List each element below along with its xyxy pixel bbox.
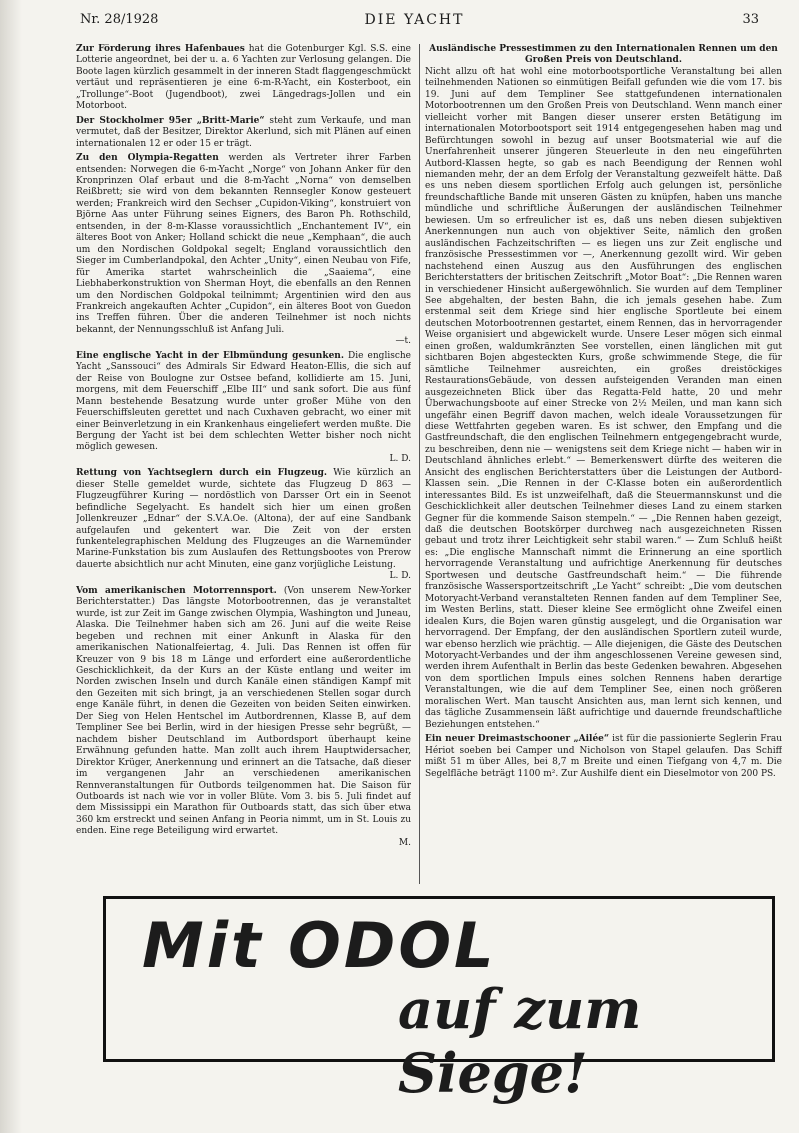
article	[76, 44, 411, 113]
article-heading: Eine englische Yacht in der Elbmündung gesunken.	[76, 350, 344, 361]
article	[425, 734, 782, 780]
article-signature: —t.	[395, 336, 411, 347]
article-text: hat die Gotenburger Kgl. S.S. eine Lotterie angeordnet, bei der u. a. 6 Yachten zur Verlosung gelangen. Die Boote lagen kürzlich gesammelt in der inneren Stadt flaggengeschmückt vertäut und repräsentieren je eine 6-m-R-Yacht, ein Kosterboot, ein „Trollunge“-Boot (Jugendboot), zwei Längedrags-Jollen und ein Motorboot.	[76, 44, 411, 112]
article-text: (Von unserem New-Yorker Berichterstatter.) Das längste Motorbootrennen, das je veranstaltet wurde, ist zur Zeit im Gange zwischen Olympia, Washington und Juneau, Alaska. Die Teilnehmer haben sich am 26. Juni auf die weite Reise begeben und rechnen mit einer Ankunft in Alaska für den amerikanischen Nationalfeiertag, 4. Juli. Das Rennen ist offen für Kreuzer von 9 bis 18 m Länge und erfordert eine außerordentliche Geschicklichkeit, da der Kurs an der Küste entlang und weiter im Norden zwischen Inseln und durch Kanäle einen ständigen Kampf mit den Gezeiten mit sich bringt, ja an verschiedenen Stellen sogar durch enge Kanäle führt, in denen die Gezeiten von beiden Seiten einwirken. Der Sieg von Helen Hentschel im Autbordrennen, Klasse B, auf dem Templiner See bei Berlin, wird in der hiesigen Presse sehr begrüßt, — nachdem bisher Deutschland im Autbordsport überhaupt keine Erwähnung gefunden hatte. Man zollt auch ihrem Hauptwidersacher, Direktor Krüger, Anerkennung und erinnert an die Tatsache, daß dieser im vergangenen Jahr an verschiedenen amerikanischen Rennveranstaltungen für Outbords teilgenommen hat. Die Saison für Outboards ist nach wie vor in voller Blüte. Vom 3. bis 5. Juli findet auf dem Mississippi ein Marathon für Outboards statt, das sich über etwa 360 km erstreckt und seinen Anfang in Peoria nimmt, um in St. Louis zu enden. Eine rege Beteiligung wird erwartet.	[76, 585, 411, 837]
article-heading: Ein neuer Dreimastschooner „Ailée“	[425, 734, 610, 745]
article	[425, 44, 782, 731]
article	[76, 468, 411, 583]
article-title: Ausländische Pressestimmen zu den Internationalen Rennen um den Großen Preis von Deutschland.	[429, 44, 778, 66]
odol-advertisement	[103, 896, 775, 1105]
article	[76, 116, 411, 150]
article-signature: M.	[398, 837, 411, 848]
left-column	[76, 44, 411, 882]
ad-slogan-line1: Mit ODOL	[142, 909, 497, 982]
article-text: Nicht allzu oft hat wohl eine motorbootsportliche Veranstaltung bei allen teilnehmenden Nationen so einmütigen Beifall gefunden wie die vom 17. bis 19. Juni auf dem Templiner See stattgefundenen internationalen Motorbootrennen um den Großen Preis von Deutschland. Wenn manch einer vielleicht vorher mit Bangen dieser unserer ersten Betätigung im internationalen Motorbootsport seit 1914 entgegengesehen haben mag und Befürchtungen sowohl in bezug auf unser Bootsmaterial wie auf die Unerfahrenheit unserer jüngeren Steuerleute in den neu eingeführten Autbord-Klassen hegte, so gab es nach Beendigung der Rennen wohl niemanden mehr, der an dem Erfolg der Veranstaltung gezweifelt hätte. Daß es uns neben diesem sportlichen Erfolg auch gelungen ist, persönliche freundschaftliche Bande mit unseren Gästen zu knüpfen, haben uns manche mündliche und schriftliche Äußerungen der ausländischen Teilnehmer bewiesen. Um so erfreulicher ist es, daß uns neben diesen subjektiven Anerkennungen nun auch von objektiver Seite, nämlich den großen ausländischen Fachzeitschriften — es liegen uns zur Zeit englische und französische Pressestimmen vor —, Anerkennung gezollt wird. Wir geben nachstehend einen Auszug aus den Ausführungen des englischen Berichterstatters der britischen Zeitschrift „Motor Boat“: „Die Rennen waren in verschiedener Hinsicht außergewöhnlich. Sie wurden auf dem Templiner See abgehalten, der besten Bahn, die ich jemals gesehen habe. Zum erstenmal seit dem Kriege sind hier englische Sportleute bei einem deutschen Motorbootrennen gestartet, einem Rennen, das in hervorragender Weise organisiert und abgewickelt wurde. Unsere Leser mögen sich einmal einen großen, waldumkränzten See vorstellen, einen länglichen mit gut sichtbaren Bojen abgesteckten Kurs, große schwimmende Stege, die für sämtliche Teilnehmer ausreichten, ein großes dreistöckiges RestaurationsGebäude, von dessen aufsteigenden Veranden man einen ausgezeichneten Blick über das Regatta-Feld hatte, 20 und mehr Überwachungsboote auf einer Strecke von 2½ Meilen, und man kann sich ungefähr einen Begriff davon machen, welch ideale Voraussetzungen für diese Wettfahrten gegeben waren. Es ist schwer, den Empfang und die Gastfreundschaft, die den englischen Teilnehmern entgegengebracht wurde, zu beschreiben, denn nie — wenigstens seit dem Kriege nicht — haben wir in Deutschland ähnliches erlebt.“ — Bemerkenswert dürfte des weiteren die Ansicht des englischen Berichterstatters über die Leistungen der Autbord-Klassen sein. „Die Rennen in der C-Klasse boten ein außerordentlich interessantes Bild. Es ist unzweifelhaft, daß die Steuermannskunst und die Geschicklichkeit aller deutschen Teilnehmer dieses Land zu einem starken Gegner für die kommende Saison stempeln.“ — „Die Rennen haben gezeigt, daß die deutschen Bootskörper durchweg nach ausgezeichneten Rissen gebaut und trotz ihrer Leichtigkeit sehr stabil waren.“ — Zum Schluß heißt es: „Die englische Mannschaft nimmt die Erinnerung an eine sportlich hervorragende Veranstaltung und aufrichtige Anerkennung für deutsches Sportwesen und deutsche Gastfreundschaft heim.“ — Die führende französische Wassersportzeitschrift „Le Yacht“ schreibt: „Die vom deutschen Motoryacht-Verband veranstalteten Rennen fanden auf dem Templiner See, im Westen Berlins, statt. Dieser kleine See ermöglicht ohne Zweifel einen idealen Kurs, die Bojen waren günstig ausgelegt, und die Organisation war hervorragend. Der Empfang, der den ausländischen Sportlern zuteil wurde, war ebenso herzlich wie prächtig. — Alle diejenigen, die Gäste des Deutschen Motoryacht-Verbandes und der ihm angeschlossenen Vereine gewesen sind, werden ihrem Aufenthalt in Berlin das beste Gedenken bewahren. Abgesehen von dem sportlichen Impuls eines solchen Rennens haben derartige Veranstaltungen, wie die auf dem Templiner See, einen noch größeren moralischen Wert. Man tauscht Ansichten aus, man lernt sich kennen, und das tägliche Zusammensein läßt aufrichtige und dauernde freundschaftliche Beziehungen entstehen.“	[425, 66, 782, 730]
article-text: steht zum Verkaufe, und man vermutet, daß der Besitzer, Direktor Akerlund, sich mit Plänen auf einen internationalen 12 er oder 15 er trägt.	[76, 115, 411, 149]
article-text: werden als Vertreter ihrer Farben entsenden: Norwegen die 6-m-Yacht „Norge“ von Johann Anker für den Kronprinzen Olaf erbaut und die 8-m-Yacht „Norna“ von demselben Reißbrett; sie wird von dem bekannten Rennsegler Konow gesteuert werden; Frankreich wird den Sechser „Cupidon-Viking“, konstruiert von Björne Aas unter Führung seines Eigners, des Baron Ph. Rothschild, entsenden, in der 8-m-Klasse voraussichtlich „Enchantement IV“, ein älteres Boot von Anker; Holland schickt die neue „Kemphaan“, die auch um den Nordischen Goldpokal segelt; England voraussichtlich den Sieger im Cumberlandpokal, den Achter „Unity“, einen Neubau von Fife, für Amerika startet wahrscheinlich die „Saaiema“, eine Liebhaberkonstruktion von Sherman Hoyt, die ebenfalls an den Rennen um den Nordischen Goldpokal teilnimmt; Argentinien wird den aus Frankreich angekauften Achter „Cupidon“, ein älteres Boot von Guedon ins Treffen führen. Über die anderen Teilnehmer ist noch nichts bekannt, der Nennungsschluß ist Anfang Juli.	[76, 153, 411, 335]
right-column	[425, 44, 782, 882]
article-heading: Zur Förderung ihres Hafenbaues	[76, 44, 245, 54]
article	[76, 153, 411, 348]
ad-slogan-line2: auf zum Siege!	[398, 977, 642, 1105]
article	[76, 351, 411, 466]
issue-number: Nr. 28/1928	[80, 12, 159, 27]
article-signature: L. D.	[389, 453, 411, 464]
page-header	[58, 8, 771, 28]
article-text: Die englische Yacht „Sanssouci“ des Admirals Sir Edward Heaton-Ellis, die sich auf der Reise von Boulogne zur Ostsee befand, kollidierte am 15. Juni, morgens, mit dem Feuerschiff „Elbe III“ und sank sofort. Die aus fünf Mann bestehende Besatzung wurde unter großer Mühe von den Feuerschiffsleuten gerettet und nach Cuxhaven gebracht, wo einer mit einer Beinverletzung in ein Krankenhaus eingeliefert werden mußte. Die Bergung der Yacht ist bei dem schlechten Wetter bisher noch nicht möglich gewesen.	[76, 350, 411, 453]
article-text: ist für die passionierte Seglerin Frau Hériot soeben bei Camper und Nicholson von Stapel gelaufen. Das Schiff mißt 51 m über Alles, bei 8,7 m Breite und einen Tiefgang von 4,7 m. Die Segelfläche beträgt 1100 m². Zur Aushilfe dient ein Dieselmotor von 200 PS.	[425, 734, 782, 779]
article-heading: Rettung von Yachtseglern durch ein Flugzeug.	[76, 468, 328, 479]
article-signature: L. D.	[389, 571, 411, 582]
article	[76, 586, 411, 849]
page-number: 33	[742, 12, 759, 27]
article-heading: Vom amerikanischen Motorrennsport.	[76, 585, 277, 596]
article-text: Wie kürzlich an dieser Stelle gemeldet wurde, sichtete das Flugzeug D 863 — Flugzeugführer Kuring — nordöstlich von Darsser Ort ein in Seenot befindliche Segelyacht. Es handelt sich hier um einen großen Jollenkreuzer „Ednar“ der S.V.A.Oe. (Altona), der auf eine Sandbank aufgelaufen und gekentert war. Die Zeit von der ersten funkentelegraphischen Meldung des Flugzeuges an die Warnemünder Marine-Funkstation bis zum Auslaufen des Rettungsbootes von Prerow dauerte absichtlich nur acht Minuten, eine ganz vorjügliche Leistung.	[76, 468, 411, 570]
scan-edge	[0, 0, 22, 1133]
column-divider	[419, 44, 420, 884]
article-heading: Der Stockholmer 95er „Britt-Marie“	[76, 115, 265, 126]
magazine-title: DIE YACHT	[364, 12, 465, 28]
article-heading: Zu den Olympia-Regatten	[76, 153, 219, 164]
